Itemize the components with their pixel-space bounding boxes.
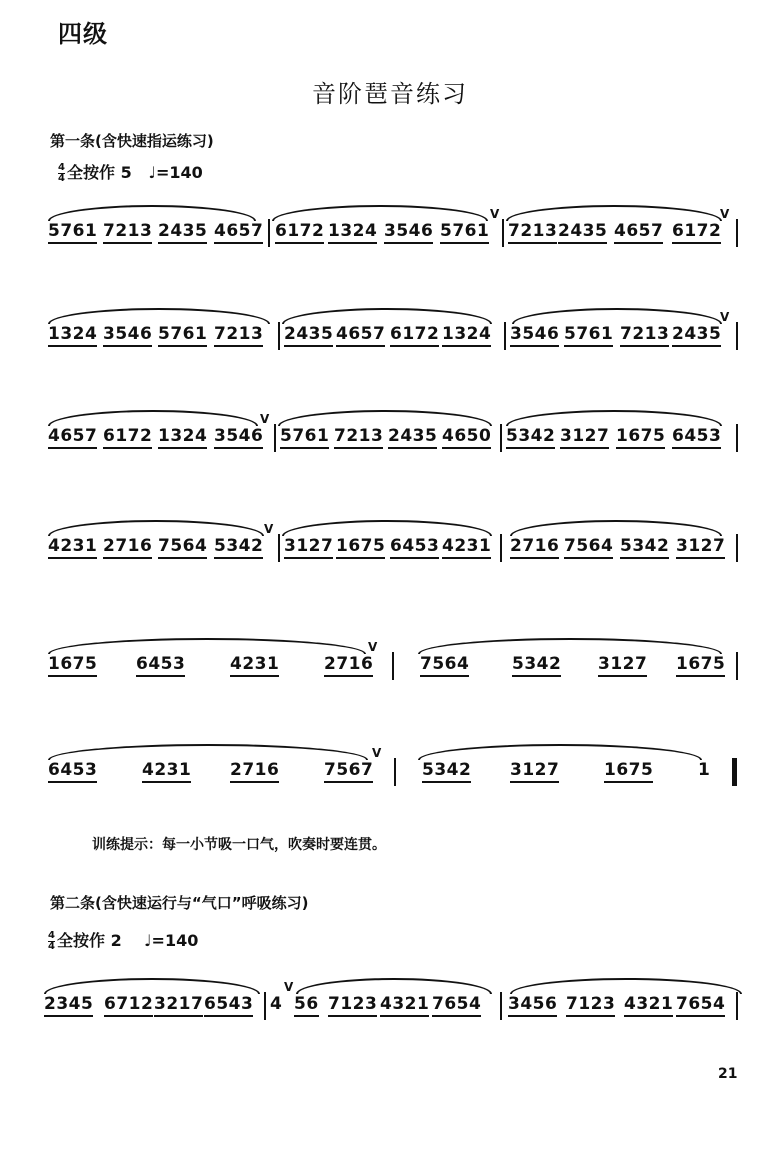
note-group: 7213 (334, 426, 384, 446)
note-group: 7654 (676, 994, 726, 1014)
note-group: 1675 (48, 654, 98, 674)
note-group: 2716 (103, 536, 153, 556)
note-group: 5761 (440, 221, 490, 241)
note-group: 6712 (104, 994, 154, 1014)
note-group: 4231 (230, 654, 280, 674)
note-group: 1675 (616, 426, 666, 446)
note-group: 7123 (566, 994, 616, 1014)
page-number: 21 (718, 1066, 738, 1082)
score-row-3 (0, 410, 780, 480)
note-group: 6453 (48, 760, 98, 780)
note-group: 3546 (214, 426, 264, 446)
breath-mark: V (264, 522, 274, 536)
note-group: 4650 (442, 426, 492, 446)
note-group: 6172 (672, 221, 722, 241)
exercise-2-tempo-line: $\frac{4}{4}$ 全按作 2 ♩=140 (48, 930, 199, 952)
note-group: 6453 (390, 536, 440, 556)
time-signature: $\frac{4}{4}$ (58, 162, 65, 184)
note-group: 4321 (380, 994, 430, 1014)
note-group: 4231 (48, 536, 98, 556)
note-group: 7213 (214, 324, 264, 344)
note-group: 6543 (204, 994, 254, 1014)
note-group: 3127 (284, 536, 334, 556)
note-group: 7213 (620, 324, 670, 344)
note-group: 3456 (508, 994, 558, 1014)
note-group: 5761 (48, 221, 98, 241)
note-group: 6172 (103, 426, 153, 446)
exercise-1-heading: 第一条(含快速指运练习) (50, 132, 214, 150)
note-group: 4231 (142, 760, 192, 780)
note-group: 3546 (510, 324, 560, 344)
note-group: 3127 (510, 760, 560, 780)
breath-mark: V (372, 746, 382, 760)
note-group: 2435 (284, 324, 334, 344)
exercise-1-tempo-line: $\frac{4}{4}$ 全按作 5 ♩=140 (58, 162, 203, 184)
note-group: 5342 (506, 426, 556, 446)
breath-mark: V (368, 640, 378, 654)
note-group: 2716 (230, 760, 280, 780)
note-group: 56 (294, 994, 319, 1014)
note-group: 5761 (564, 324, 614, 344)
score-row-4 (0, 520, 780, 590)
note-group: 4657 (214, 221, 264, 241)
note-group: 2716 (510, 536, 560, 556)
note-group: 2435 (388, 426, 438, 446)
note-group: 1324 (48, 324, 98, 344)
note-group: 5761 (280, 426, 330, 446)
note-group: 4657 (614, 221, 664, 241)
note-group: 6172 (390, 324, 440, 344)
time-signature: $\frac{4}{4}$ (48, 930, 55, 952)
exercise-2-heading: 第二条(含快速运行与“气口”呼吸练习) (50, 894, 309, 912)
note-group: 3127 (598, 654, 648, 674)
note-group: 2435 (672, 324, 722, 344)
note-group: 1324 (158, 426, 208, 446)
note-group: 7564 (564, 536, 614, 556)
note-group: 7564 (158, 536, 208, 556)
final-note: 1 (698, 760, 710, 780)
note-group: 7213 (508, 221, 558, 241)
breath-mark: V (720, 207, 730, 221)
note-group: 1324 (442, 324, 492, 344)
note-group: 6453 (136, 654, 186, 674)
note-group: 5342 (214, 536, 264, 556)
breath-mark: V (720, 310, 730, 324)
score-row-6 (0, 744, 780, 814)
note-group: 1324 (328, 221, 378, 241)
note-group: 4657 (336, 324, 386, 344)
breath-mark: V (260, 412, 270, 426)
note-group: 2716 (324, 654, 374, 674)
note-group: 5342 (620, 536, 670, 556)
note-group: 5761 (158, 324, 208, 344)
note-group: 3546 (103, 324, 153, 344)
note-group: 7567 (324, 760, 374, 780)
note-group: 2435 (158, 221, 208, 241)
note-group: 3127 (676, 536, 726, 556)
breath-mark: V (284, 980, 294, 994)
score-row-1 (0, 205, 780, 275)
note-group: 7123 (328, 994, 378, 1014)
note-group: 4321 (624, 994, 674, 1014)
note-group: 6453 (672, 426, 722, 446)
note-group: 3127 (560, 426, 610, 446)
level-heading: 四级 (58, 20, 108, 48)
note-group: 1675 (604, 760, 654, 780)
note-group: 6172 (275, 221, 325, 241)
note-group: 3546 (384, 221, 434, 241)
note-group: 1675 (676, 654, 726, 674)
note-group: 7564 (420, 654, 470, 674)
breath-mark: V (490, 207, 500, 221)
note-group: 3217 (154, 994, 204, 1014)
score-row-2 (0, 308, 780, 378)
note-group: 4231 (442, 536, 492, 556)
note-group: 2345 (44, 994, 94, 1014)
note-group: 2435 (558, 221, 608, 241)
score-row-5 (0, 638, 780, 708)
note-group: 5342 (422, 760, 472, 780)
note-group: 7213 (103, 221, 153, 241)
score-row-ex2 (0, 978, 780, 1048)
note-group: 7654 (432, 994, 482, 1014)
note-group: 4657 (48, 426, 98, 446)
page-title: 音阶琶音练习 (312, 80, 468, 108)
note-group: 5342 (512, 654, 562, 674)
note: 4 (270, 994, 282, 1014)
note-group: 1675 (336, 536, 386, 556)
practice-tip: 训练提示：每一小节吸一口气，吹奏时要连贯。 (92, 837, 386, 853)
